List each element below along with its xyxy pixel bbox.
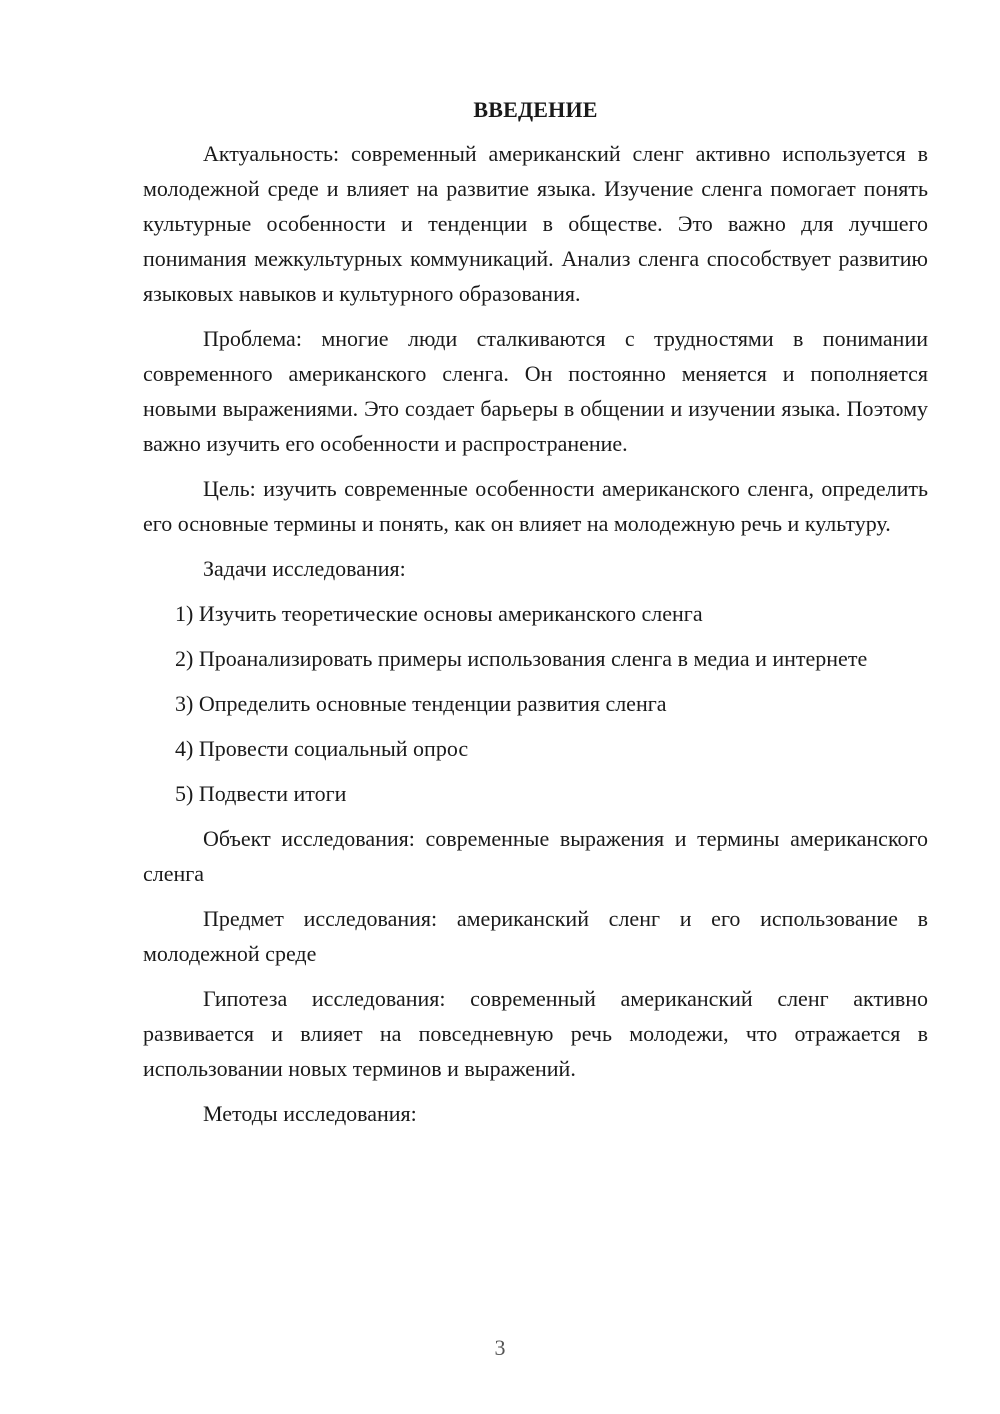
task-item: 5) Подвести итоги bbox=[175, 781, 347, 806]
object-paragraph: Объект исследования: современные выражения и термины американского сленга bbox=[143, 826, 928, 886]
hypothesis-paragraph: Гипотеза исследования: современный американский сленг активно развивается и влияет на повседневную речь молодежи, что отражается в использовании новых терминов и выражений. bbox=[143, 986, 928, 1081]
task-item: 1) Изучить теоретические основы американского сленга bbox=[175, 601, 703, 626]
subject-paragraph: Предмет исследования: американский сленг и его использование в молодежной среде bbox=[143, 906, 928, 966]
tasks-title: Задачи исследования: bbox=[203, 556, 406, 581]
task-item: 3) Определить основные тенденции развития сленга bbox=[175, 691, 667, 716]
relevance-paragraph: Актуальность: современный американский сленг активно используется в молодежной среде и влияет на развитие языка. Изучение сленга помогает понять культурные особенности и тенденции в обществе. Это важно для лучшего понимания межкультурных коммуникаций. Анализ сленга способствует развитию языковых навыков и культурного образования. bbox=[143, 141, 928, 306]
page-content bbox=[143, 95, 928, 1141]
section-heading: ВВЕДЕНИЕ bbox=[473, 97, 598, 122]
goal-paragraph: Цель: изучить современные особенности американского сленга, определить его основные термины и понять, как он влияет на молодежную речь и культуру. bbox=[143, 476, 928, 536]
methods-title: Методы исследования: bbox=[203, 1101, 417, 1126]
task-item: 2) Проанализировать примеры использования сленга в медиа и интернете bbox=[175, 646, 868, 671]
problem-paragraph: Проблема: многие люди сталкиваются с трудностями в понимании современного американского сленга. Он постоянно меняется и пополняется новыми выражениями. Это создает барьеры в общении и изучении языка. Поэтому важно изучить его особенности и распространение. bbox=[143, 326, 928, 456]
page-number: 3 bbox=[494, 1335, 506, 1360]
task-item: 4) Провести социальный опрос bbox=[175, 736, 469, 761]
